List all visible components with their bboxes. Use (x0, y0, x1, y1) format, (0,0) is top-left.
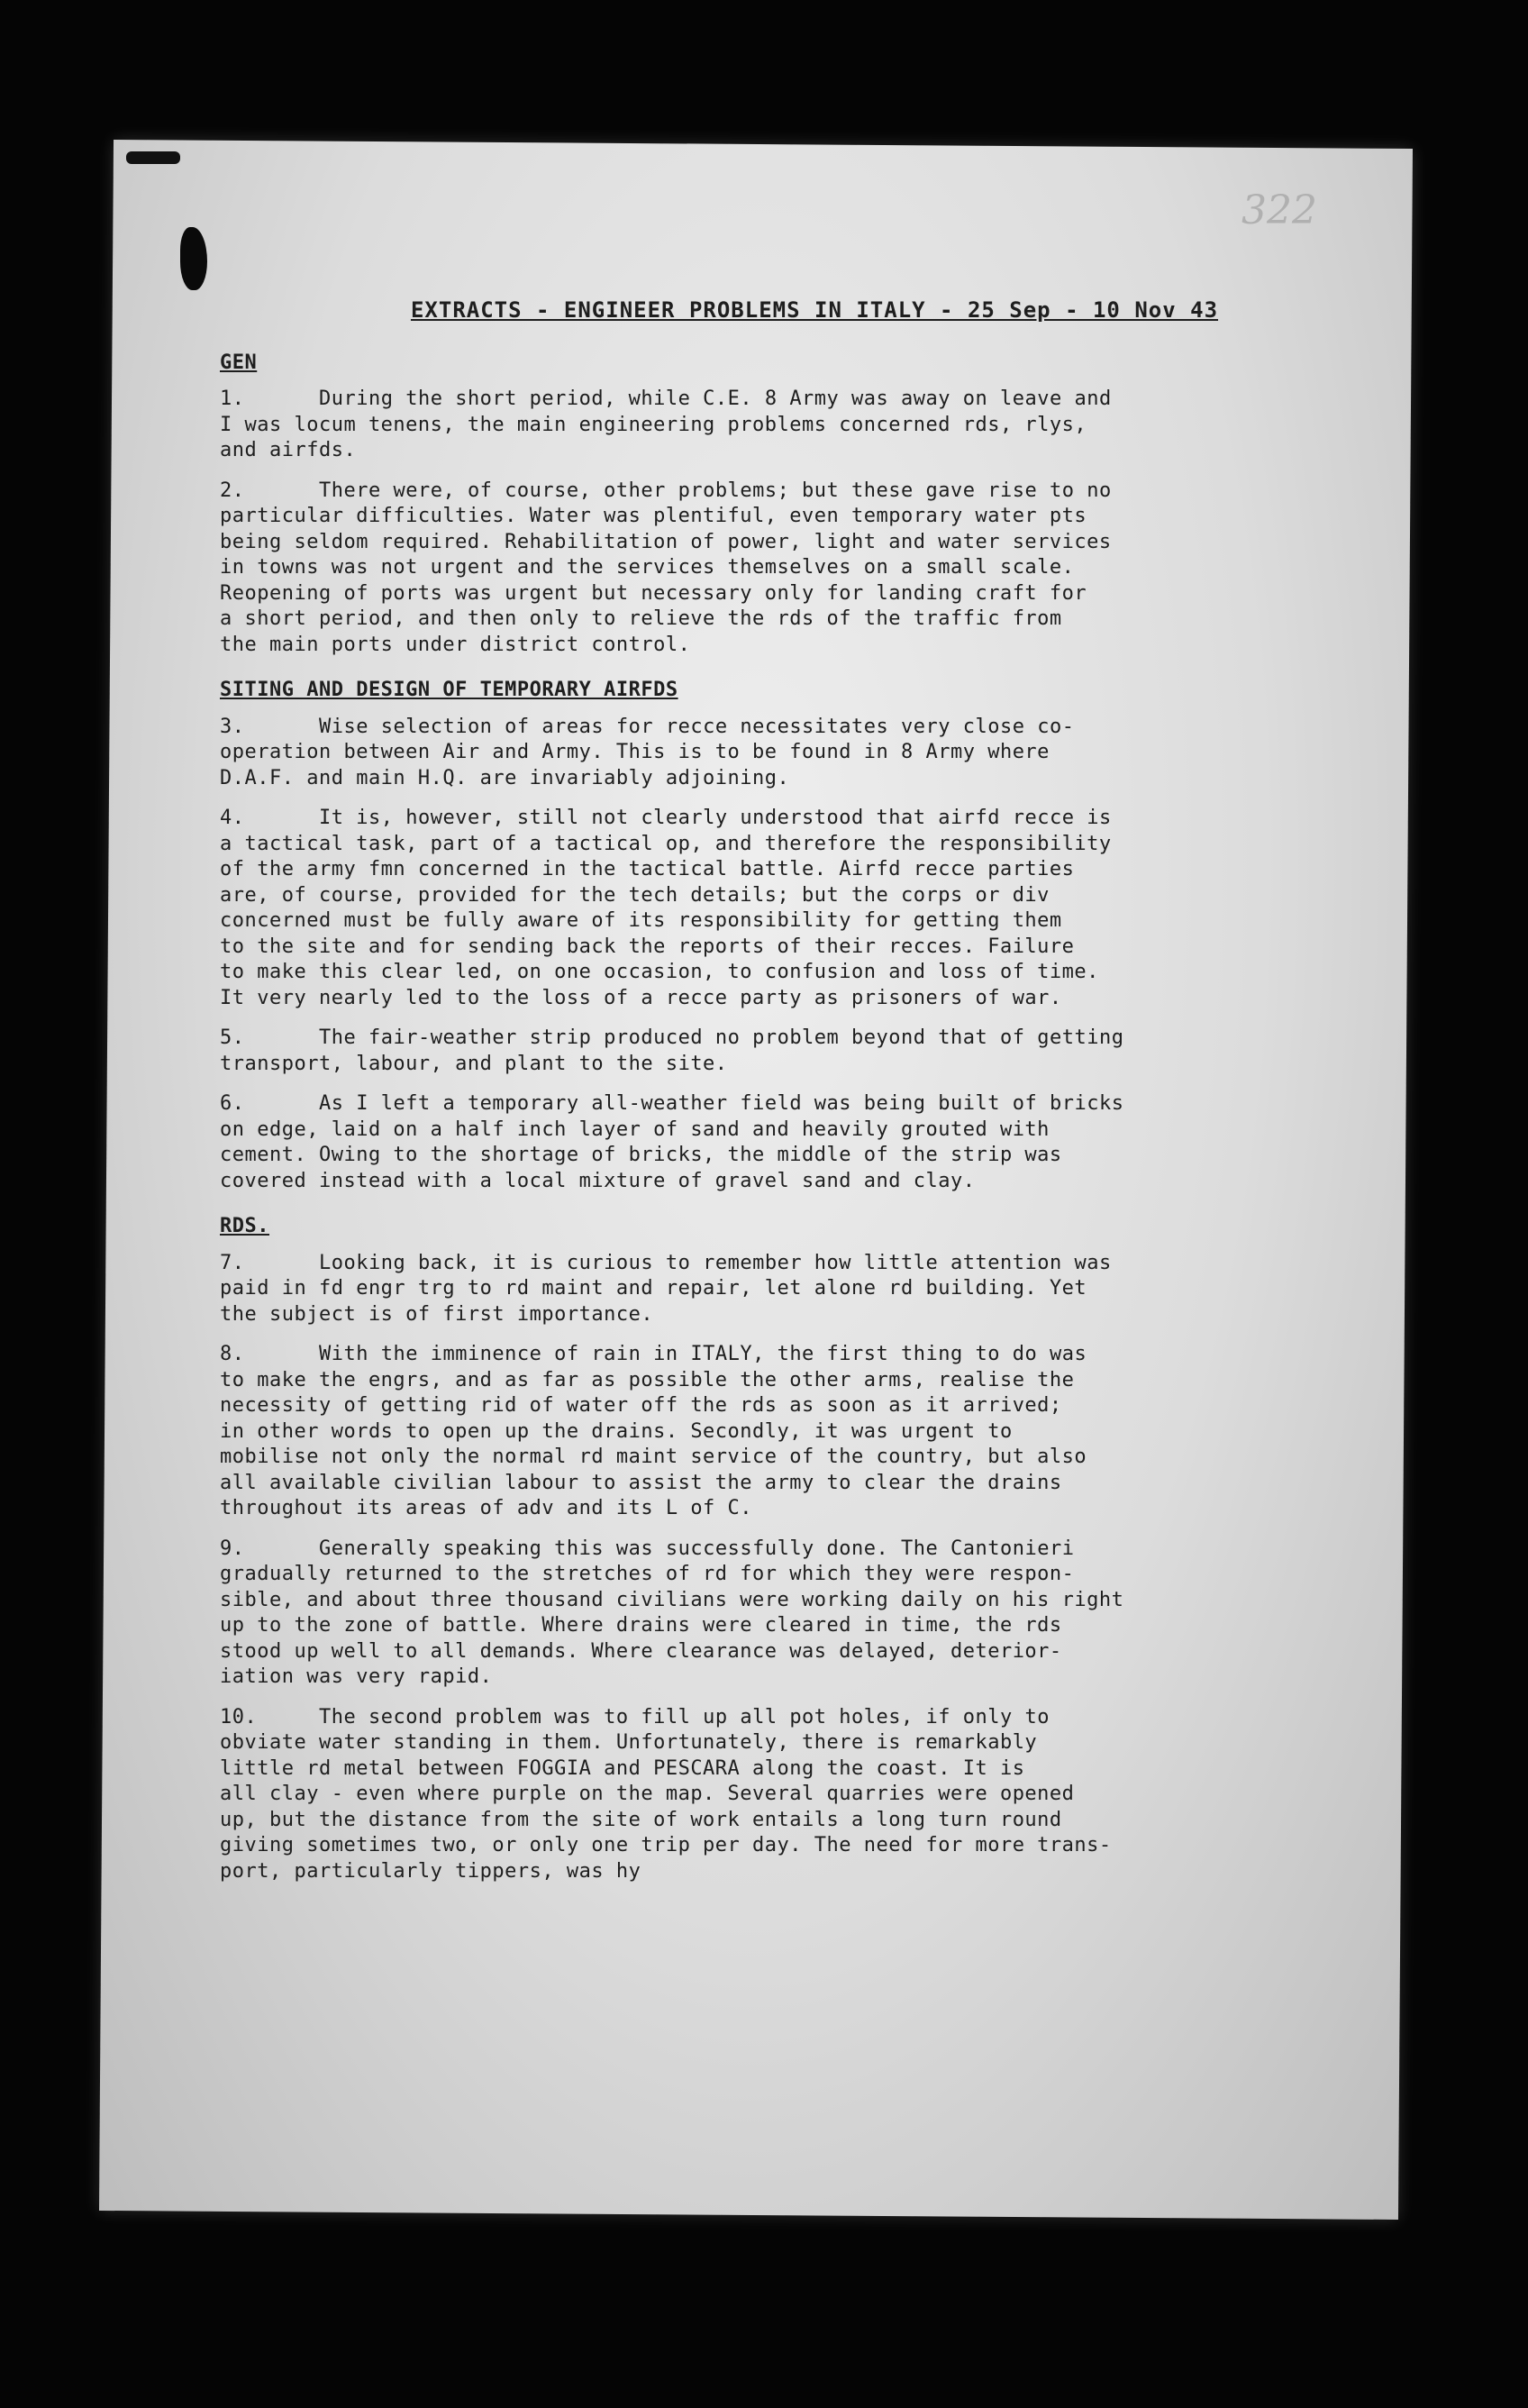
paragraph-number: 5. (220, 1026, 245, 1049)
section-gen (220, 351, 1319, 659)
paragraph-number: 9. (220, 1537, 245, 1560)
section-heading: RDS. (220, 1215, 269, 1237)
paragraph-number: 3. (220, 715, 245, 738)
paragraph-text: Looking back, it is curious to remember how little attention was paid in fd engr trg to rd maint and repair, let alone rd building. Yet the subject is of first importance. (220, 1251, 1112, 1326)
paragraph-number: 7. (220, 1251, 245, 1274)
section-heading: GEN (220, 351, 258, 374)
paragraph (220, 1251, 1319, 1328)
paragraph-text: With the imminence of rain in ITALY, the first thing to do was to make the engrs, and as far as possible the other arms, realise the necessity of getting rid of water off the rds as soon as it arrived; in other words to open up the drains. Secondly, it was urgent to mobilise not only the normal rd maint service of the country, but also all available civilian labour to assist the army to clear the drains throughout its areas of adv and its L of C. (220, 1343, 1087, 1519)
section-rds (220, 1214, 1319, 1884)
paragraph (220, 806, 1319, 1011)
paragraph-number: 2. (220, 479, 245, 502)
paragraph-text: Generally speaking this was successfully done. The Cantonieri gradually returned to the stretches of rd for which they were respon- sible, and about three thousand civilians were working daily on his right up to the zone of battle. Where drains were cleared in time, the rds stood up well to all demands. Where clearance was delayed, deterior- iation was very rapid. (220, 1537, 1124, 1688)
paragraph-text: The second problem was to fill up all pot holes, if only to obviate water standing in them. Unfortunately, there is remarkably little rd metal between FOGGIA and PESCARA along the coast. It is all clay - even where purple on the map. Several quarries were opened up, but the distance from the site of work entails a long turn round giving sometimes two, or only one trip per day. The need for more trans- port, particularly tippers, was hy (220, 1705, 1112, 1883)
paragraph (220, 1537, 1319, 1691)
paragraph (220, 387, 1319, 464)
paragraph-number: 1. (220, 388, 245, 410)
paragraph (220, 1026, 1319, 1077)
paragraph (220, 715, 1319, 792)
paragraph (220, 479, 1319, 659)
paragraph-text: During the short period, while C.E. 8 Army was away on leave and I was locum tenens, the main engineering problems concerned rds, rlys, and airfds. (220, 388, 1112, 461)
punch-hole-mark (126, 151, 180, 164)
paragraph-number: 4. (220, 807, 245, 829)
paragraph-number: 8. (220, 1343, 245, 1365)
paragraph-text: The fair-weather strip produced no problem beyond that of getting transport, labour, and plant to the site. (220, 1026, 1124, 1075)
paragraph-number: 10. (220, 1705, 258, 1728)
paragraph-text: Wise selection of areas for recce necessitates very close co- operation between Air and Army. This is to be found in 8 Army where D.A.F. and main H.Q. are invariably adjoining. (220, 715, 1075, 789)
document-title: EXTRACTS - ENGINEER PROBLEMS IN ITALY - 25 Sep - 10 Nov 43 (410, 297, 1219, 323)
section-siting-airfds (220, 678, 1319, 1194)
paragraph-text: It is, however, still not clearly understood that airfd recce is a tactical task, part of a tactical op, and therefore the responsibility of the army fmn concerned in the tactical battle. Airfd recce parties are, of course, provided for the tech details; but the corps or div concerned must be fully aware of its responsibility for getting them to the site and for sending back the reports of their recces. Failure to make this clear led, on one occasion, to confusion and loss of time. It very nearly led to the loss of a recce party as prisoners of war. (220, 807, 1112, 1009)
paragraph-number: 6. (220, 1092, 245, 1115)
document-body (220, 297, 1319, 1899)
paragraph (220, 1091, 1319, 1194)
paragraph (220, 1705, 1319, 1885)
section-heading: SITING AND DESIGN OF TEMPORARY AIRFDS (220, 679, 678, 701)
folio-number: 322 (1242, 187, 1317, 233)
paragraph (220, 1342, 1319, 1522)
paragraph-text: There were, of course, other problems; but these gave rise to no particular difficulties. Water was plentiful, even temporary water pts being seldom required. Rehabilitation of power, light and water services in towns was not urgent and the services themselves on a small scale. Reopening of ports was urgent but necessary only for landing craft for a short period, and then only to relieve the rds of the traffic from the main ports under district control. (220, 479, 1112, 656)
paragraph-text: As I left a temporary all-weather field was being built of bricks on edge, laid on a half inch layer of sand and heavily grouted with cement. Owing to the shortage of bricks, the middle of the strip was covered instead with a local mixture of gravel sand and clay. (220, 1092, 1124, 1192)
